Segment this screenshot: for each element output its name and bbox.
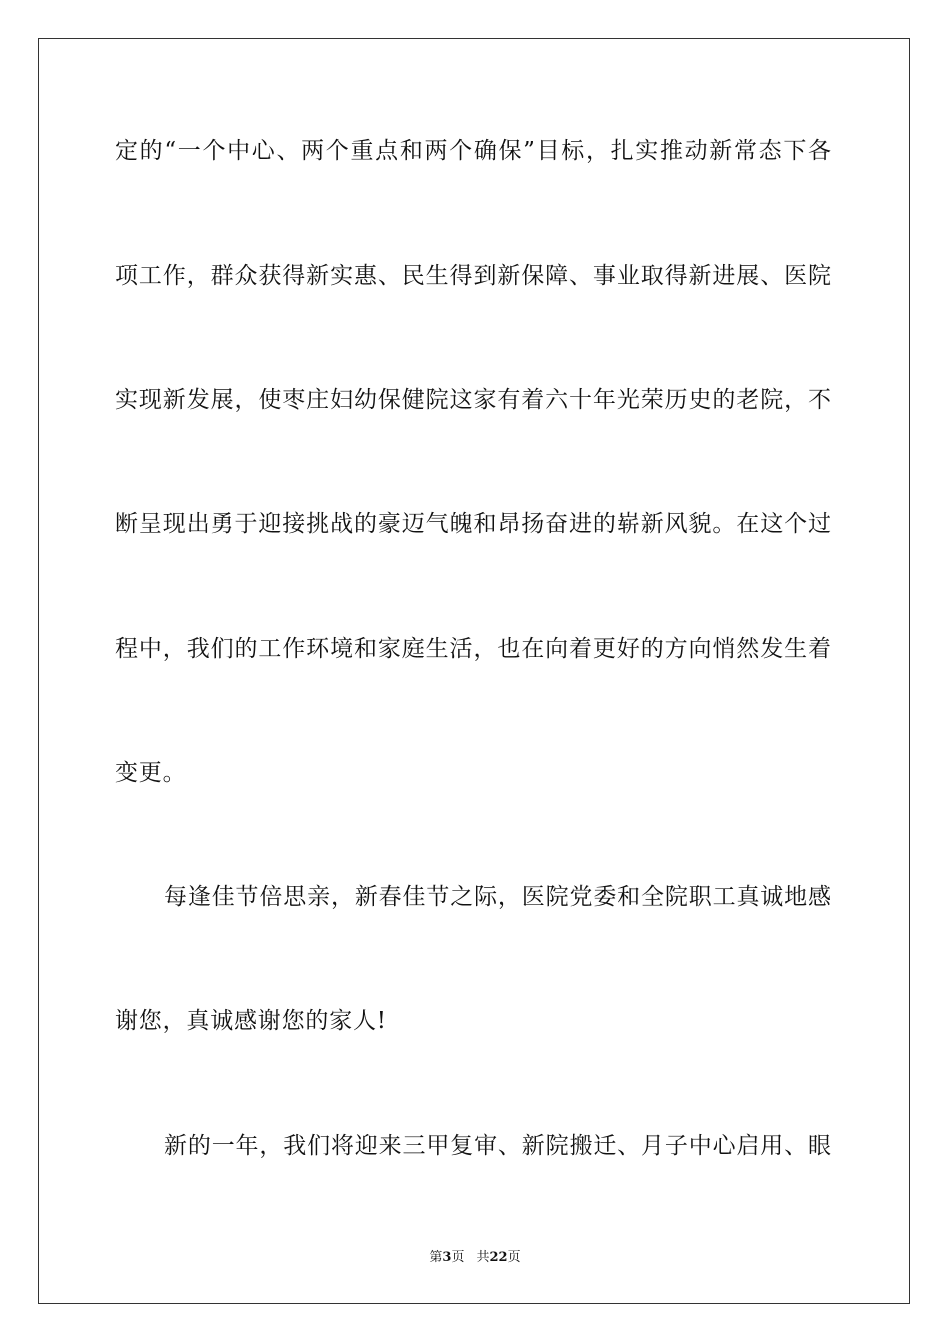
body-line-2: 项工作，群众获得新实惠、民生得到新保障、事业取得新进展、医院 bbox=[115, 263, 831, 289]
body-line-3: 实现新发展，使枣庄妇幼保健院这家有着六十年光荣历史的老院，不 bbox=[115, 387, 831, 413]
footer-page-prefix: 第 bbox=[429, 1250, 443, 1265]
page-footer bbox=[0, 1246, 950, 1265]
footer-total-number: 22 bbox=[489, 1250, 508, 1265]
page-border bbox=[38, 38, 910, 1304]
body-line-1: 定的“一个中心、两个重点和两个确保”目标，扎实推动新常态下各 bbox=[115, 138, 831, 164]
body-line-5: 程中，我们的工作环境和家庭生活，也在向着更好的方向悄然发生着 bbox=[115, 636, 831, 662]
body-line-8: 谢您，真诚感谢您的家人! bbox=[115, 1008, 387, 1034]
body-line-7: 每逢佳节倍思亲，新春佳节之际，医院党委和全院职工真诚地感 bbox=[164, 884, 831, 910]
footer-total-prefix: 共 bbox=[476, 1250, 490, 1265]
footer-total-suffix: 页 bbox=[507, 1250, 521, 1265]
body-line-4: 断呈现出勇于迎接挑战的豪迈气魄和昂扬奋进的崭新风貌。在这个过 bbox=[115, 511, 831, 537]
body-line-9: 新的一年，我们将迎来三甲复审、新院搬迁、月子中心启用、眼 bbox=[164, 1133, 831, 1159]
body-line-6: 变更。 bbox=[115, 760, 187, 786]
footer-page-suffix: 页 bbox=[451, 1250, 465, 1265]
footer-page-number: 3 bbox=[442, 1250, 452, 1265]
